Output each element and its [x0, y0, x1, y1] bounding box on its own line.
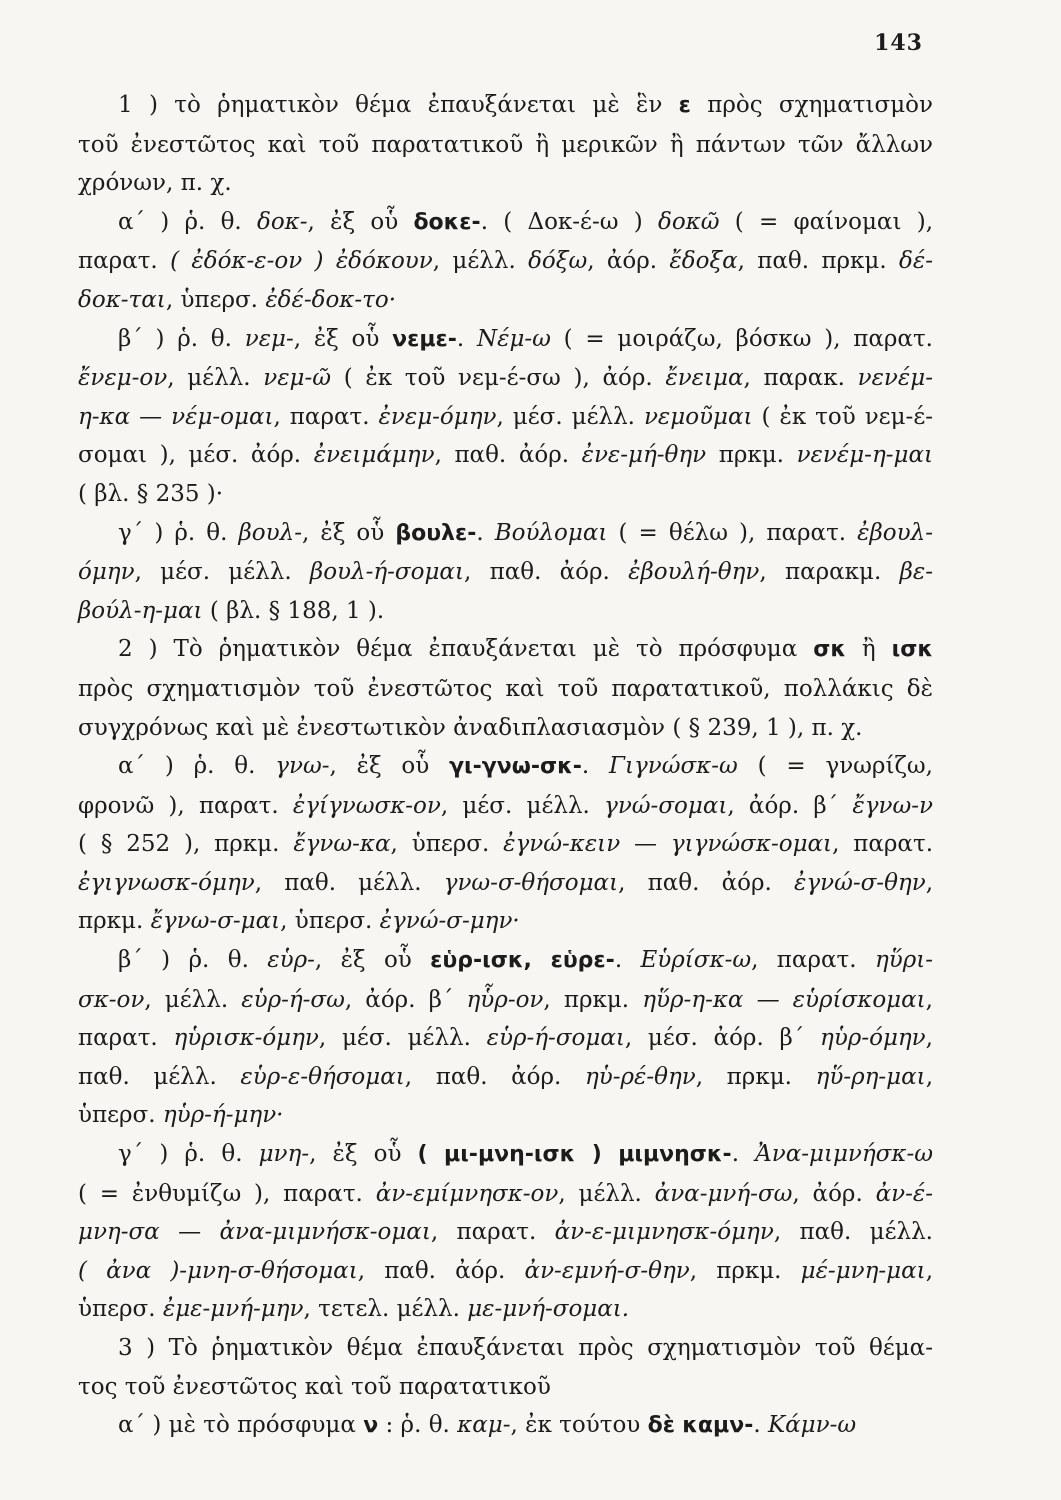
italic-form: ἐνειμάμην: [313, 442, 435, 469]
text-run: ( = φαίνομαι ),: [719, 208, 933, 235]
text-line: [78, 1213, 933, 1252]
text-run: σομαι ), μέσ. ἀόρ.: [78, 442, 314, 469]
italic-form: Γιγνώσκ-ω: [609, 753, 738, 780]
text-run: . ( Δοκ-έ-ω ): [480, 208, 658, 235]
italic-form: βούλ-η-μαι: [78, 597, 203, 624]
text-line: [78, 203, 933, 243]
text-run: , παθ. ἀόρ.: [404, 1063, 585, 1090]
text-line: [78, 864, 933, 903]
text-line: [78, 1096, 933, 1135]
text-run: ( = ἐνθυμίζω ), παρατ.: [78, 1180, 376, 1207]
text-run: πρὸς σχηματισμὸν τοῦ ἐνεστῶτος καὶ τοῦ παρατατικοῦ, πολλάκις δὲ: [78, 675, 933, 702]
italic-form: ηὑρ-όμην: [820, 1025, 926, 1052]
text-run: 1 ) τὸ ῥηματικὸν θέμα ἐπαυξάνεται μὲ ἓν: [118, 92, 679, 118]
text-run: , παρατ.: [751, 947, 875, 974]
text-run: ( § 252 ), πρκμ.: [78, 831, 294, 858]
text-line: [78, 126, 933, 165]
italic-form: ἀν-έ-: [875, 1180, 933, 1207]
italic-form: νενέμ-η-μαι: [796, 442, 933, 469]
text-run: : ῥ. θ.: [378, 1412, 458, 1439]
text-line: [78, 1175, 933, 1214]
text-run: παρατ.: [78, 248, 171, 275]
text-run: τος τοῦ ἐνεστῶτος καὶ τοῦ παρατατικοῦ: [78, 1373, 551, 1400]
italic-form: ἐγιγνωσκ-όμην: [78, 869, 255, 896]
text-run: , ὑπερσ.: [280, 908, 380, 935]
italic-form: ἐμε-μνή-μην: [162, 1296, 304, 1323]
text-line: [78, 86, 933, 126]
italic-form: ἐνε-μή-θην: [581, 442, 707, 469]
italic-form: νεμ-: [244, 325, 294, 352]
bold-stem: νεμε-: [392, 326, 457, 352]
text-line: [78, 436, 933, 475]
text-line: [78, 1058, 933, 1097]
text-run: β΄ ) ῥ. θ.: [118, 947, 268, 974]
italic-form: γνω-σ-θήσομαι: [443, 869, 619, 896]
text-run: χρόνων, π. χ.: [78, 170, 232, 197]
text-run: , μέλλ.: [167, 365, 264, 392]
text-run: .: [476, 519, 495, 546]
text-line: [78, 242, 933, 281]
italic-form: ηὕρ-η-κα — εὑρίσκομαι: [642, 986, 926, 1013]
text-run: , ἐξ οὗ: [307, 208, 414, 235]
body-text: [78, 86, 933, 1446]
italic-form: σκ-ον: [78, 986, 145, 1013]
text-line: [78, 825, 933, 864]
bold-stem: δοκε-: [413, 209, 481, 235]
italic-form: μέ-μνη-μαι: [800, 1257, 926, 1284]
italic-form: ηὗρ-ον: [466, 986, 544, 1013]
text-run: , πρκμ.: [695, 1063, 816, 1090]
italic-form: με-μνή-σομαι.: [467, 1296, 630, 1323]
text-run: γ΄ ) ῥ. θ.: [118, 1141, 259, 1168]
text-run: , παθ. ἀόρ.: [434, 442, 582, 469]
italic-form: Νέμ-ω: [476, 325, 551, 352]
text-run: , μέσ. μέλλ.: [496, 403, 644, 430]
text-line: [78, 941, 933, 981]
text-line: [78, 709, 933, 748]
text-run: α΄ ) ῥ. θ.: [118, 753, 276, 780]
italic-form: όμην: [78, 559, 135, 586]
text-line: [78, 1019, 933, 1058]
text-run: , μέσ. μέλλ.: [134, 559, 310, 586]
text-run: ( βλ. § 235 )·: [78, 480, 224, 507]
italic-form: ἀν-ε-μιμνησκ-όμην: [554, 1219, 774, 1246]
italic-form: Ἀνα-μιμνήσκ-ω: [755, 1141, 933, 1168]
text-line: [78, 670, 933, 709]
text-run: .: [456, 325, 477, 352]
italic-form: ἔγνω-ν: [852, 792, 933, 819]
text-run: , παθ. ἀόρ.: [357, 1257, 525, 1284]
text-run: , παρατ.: [430, 1219, 555, 1246]
text-run: πρὸς σχηματισμὸν: [690, 92, 934, 118]
text-line: [78, 1252, 933, 1291]
text-line: [78, 1368, 933, 1407]
text-line: [78, 981, 933, 1020]
text-run: παρατ.: [78, 1025, 174, 1052]
text-run: τοῦ ἐνεστῶτος καὶ τοῦ παρατατικοῦ ἢ μερικῶν ἢ πάντων τῶν ἄλλων: [78, 131, 933, 158]
text-run: , παρατ.: [832, 831, 934, 858]
text-run: ( = μοιράζω, βόσκω ), παρατ.: [550, 325, 933, 352]
italic-form: ἐγνώ-σ-θην: [794, 869, 926, 896]
text-run: β΄ ) ῥ. θ.: [118, 325, 245, 352]
italic-form: ἔγνω-κα: [293, 831, 391, 858]
italic-form: ηὕρι-: [874, 947, 934, 974]
italic-form: καμ-: [457, 1412, 511, 1439]
text-run: πρκμ.: [78, 908, 151, 935]
text-line: [78, 281, 933, 320]
text-run: ( ἐκ τοῦ νεμ-έ-σω ), ἀόρ.: [331, 365, 666, 392]
bold-stem: εὑρ-ισκ, εὑρε-: [430, 948, 615, 974]
text-line: [78, 553, 933, 592]
italic-form: μνη-σα — ἀνα-μιμνήσκ-ομαι: [78, 1219, 431, 1246]
text-run: , ὑπερσ.: [390, 831, 504, 858]
text-run: , παθ. ἀόρ.: [463, 559, 629, 586]
text-line: [78, 164, 933, 203]
italic-form: νενέμ-: [857, 365, 933, 392]
italic-form: ἀνα-μνή-σω: [654, 1180, 793, 1207]
italic-form: δόξω: [528, 248, 588, 275]
text-run: .: [614, 947, 641, 974]
italic-form: νεμ-ῶ: [263, 365, 332, 392]
text-run: , μέλλ.: [432, 248, 529, 275]
text-run: ὑπερσ.: [78, 1296, 163, 1323]
text-run: πρκμ.: [706, 442, 797, 469]
text-run: , ἐκ τούτου: [510, 1412, 648, 1439]
text-run: , ἐξ οὗ: [329, 753, 450, 780]
text-run: α΄ ) ῥ. θ.: [118, 208, 257, 235]
bold-stem: σκ: [813, 637, 846, 663]
text-run: , παθ. ἀόρ.: [618, 869, 794, 896]
text-run: ,: [925, 1025, 933, 1052]
text-run: 2 ) Τὸ ῥηματικὸν θέμα ἐπαυξάνεται μὲ τὸ πρόσφυμα: [118, 636, 814, 663]
bold-stem: ε: [678, 93, 691, 118]
text-line: [78, 359, 933, 398]
text-run: , παθ. πρκμ.: [737, 248, 900, 275]
text-run: ( = γνωρίζω,: [737, 753, 933, 780]
italic-form: ἐνεμ-όμην: [378, 403, 497, 430]
italic-form: Βούλομαι: [494, 519, 608, 546]
bold-stem: ( μι-μνη-ισκ ) μιμνησκ-: [417, 1142, 732, 1168]
text-run: , τετελ. μέλλ.: [303, 1296, 468, 1323]
text-line: [78, 1135, 933, 1175]
text-line: [78, 320, 933, 360]
text-run: , ὑπερσ.: [165, 286, 266, 313]
italic-form: ἀν-εμίμνησκ-ον: [375, 1180, 559, 1207]
bold-stem: δὲ: [647, 1413, 675, 1439]
text-line: [78, 398, 933, 437]
text-line: [78, 902, 933, 941]
text-run: .: [581, 753, 609, 780]
italic-form: ( ἐδόκ-ε-ον ) ἐδόκουν: [170, 248, 433, 275]
text-run: .: [753, 1412, 768, 1439]
text-line: [78, 630, 933, 670]
italic-form: ἐβουλή-θην: [628, 559, 760, 586]
text-run: ( βλ. § 188, 1 ).: [202, 597, 385, 624]
text-line: [78, 475, 933, 514]
bold-stem: ισκ: [891, 637, 933, 663]
text-run: , παθ. μέλλ.: [773, 1219, 933, 1246]
text-run: , παρατ.: [273, 403, 379, 430]
text-run: ( ἐκ τοῦ νεμ-έ-: [752, 403, 934, 430]
bold-stem: καμν-: [682, 1413, 754, 1439]
text-run: , πρκμ.: [543, 986, 643, 1013]
italic-form: δοκ-: [256, 208, 308, 235]
text-run: , παρακμ.: [759, 559, 900, 586]
italic-form: ἐδέ-δοκ-το·: [265, 286, 397, 313]
italic-form: ἐβουλ-: [857, 519, 933, 546]
text-run: , ἀόρ. β΄: [727, 792, 853, 819]
italic-form: νεμοῦμαι: [643, 403, 753, 430]
italic-form: βε-: [899, 559, 933, 586]
text-run: , μέλλ.: [558, 1180, 655, 1207]
text-run: , μέλλ.: [144, 986, 242, 1013]
text-run: ἢ: [845, 636, 892, 663]
text-line: [78, 514, 933, 554]
text-run: , ἀόρ.: [587, 248, 670, 275]
italic-form: ἐγνώ-κειν — γιγνώσκ-ομαι: [503, 831, 833, 858]
italic-form: ἔγνω-σ-μαι: [150, 908, 281, 935]
text-line: [78, 787, 933, 826]
italic-form: Κάμν-ω: [767, 1412, 857, 1439]
italic-form: Εὑρίσκ-ω: [640, 947, 752, 974]
text-run: .: [731, 1141, 756, 1168]
italic-form: ηὑρισκ-όμην: [173, 1025, 319, 1052]
text-run: , ἐξ οὗ: [301, 519, 396, 546]
text-run: παθ. μέλλ.: [78, 1063, 241, 1090]
italic-form: ἔνειμα: [665, 365, 744, 392]
text-run: ,: [925, 1257, 933, 1284]
text-run: , ἀόρ. β΄: [344, 986, 467, 1013]
page-number: 143: [874, 30, 923, 56]
text-run: ,: [925, 986, 933, 1013]
text-run: φρονῶ ), παρατ.: [78, 792, 293, 819]
italic-form: εὑρ-: [267, 947, 315, 974]
text-run: α΄ ) μὲ τὸ πρόσφυμα: [118, 1412, 364, 1439]
italic-form: βουλ-ή-σομαι: [309, 559, 464, 586]
text-run: , πρκμ.: [689, 1257, 801, 1284]
italic-form: βουλ-: [238, 519, 302, 546]
text-run: συγχρόνως καὶ μὲ ἐνεστωτικὸν ἀναδιπλασιασμὸν ( § 239, 1 ), π. χ.: [78, 714, 863, 741]
bold-stem: ν: [363, 1413, 379, 1439]
text-run: ,: [925, 1063, 933, 1090]
text-run: ( = θέλω ), παρατ.: [607, 519, 858, 546]
italic-form: εὑρ-ή-σομαι: [486, 1025, 625, 1052]
text-run: , παρακ.: [743, 365, 858, 392]
text-run: , μέσ. μέλλ.: [318, 1025, 487, 1052]
italic-form: δοκ-ται: [78, 286, 166, 313]
italic-form: ηὕ-ρη-μαι: [815, 1063, 926, 1090]
italic-form: εὑρ-ή-σω: [241, 986, 345, 1013]
text-line: [78, 1290, 933, 1329]
italic-form: ηὑ-ρέ-θην: [584, 1063, 696, 1090]
italic-form: ἔδοξα: [669, 248, 738, 275]
italic-form: ( ἀνα )-μνη-σ-θήσομαι: [78, 1257, 358, 1284]
text-run: , ἐξ οὗ: [293, 325, 393, 352]
italic-form: γνώ-σομαι: [604, 792, 728, 819]
text-run: , μέσ. μέλλ.: [440, 792, 605, 819]
italic-form: δοκῶ: [657, 208, 720, 235]
text-line: [78, 747, 933, 787]
text-run: , παθ. μέλλ.: [254, 869, 444, 896]
text-run: ὑπερσ.: [78, 1102, 163, 1129]
italic-form: μνη-: [258, 1141, 310, 1168]
italic-form: η-κα — νέμ-ομαι: [78, 403, 274, 430]
text-line: [78, 1329, 933, 1368]
text-run: , ἀόρ.: [792, 1180, 876, 1207]
text-run: , ἐξ οὗ: [309, 1141, 418, 1168]
text-run: γ΄ ) ῥ. θ.: [118, 519, 239, 546]
italic-form: ἐγίγνωσκ-ον: [292, 792, 441, 819]
bold-stem: βουλε-: [395, 520, 477, 546]
text-run: ,: [925, 869, 933, 896]
italic-form: ηὑρ-ή-μην·: [162, 1102, 284, 1129]
italic-form: γνω-: [275, 753, 330, 780]
text-run: , ἐξ οὗ: [314, 947, 431, 974]
italic-form: ἔνεμ-ον: [78, 365, 168, 392]
text-line: [78, 592, 933, 631]
italic-form: εὑρ-ε-θήσομαι: [240, 1063, 405, 1090]
text-run: 3 ) Τὸ ῥηματικὸν θέμα ἐπαυξάνεται πρὸς σχηματισμὸν τοῦ θέμα-: [118, 1335, 933, 1361]
italic-form: ἀν-εμνή-σ-θην: [524, 1257, 690, 1284]
text-line: [78, 1406, 933, 1446]
italic-form: δέ-: [899, 248, 933, 275]
italic-form: ἐγνώ-σ-μην·: [379, 908, 520, 935]
text-run: , μέσ. ἀόρ. β΄: [624, 1025, 821, 1052]
bold-stem: γι-γνω-σκ-: [449, 754, 582, 780]
